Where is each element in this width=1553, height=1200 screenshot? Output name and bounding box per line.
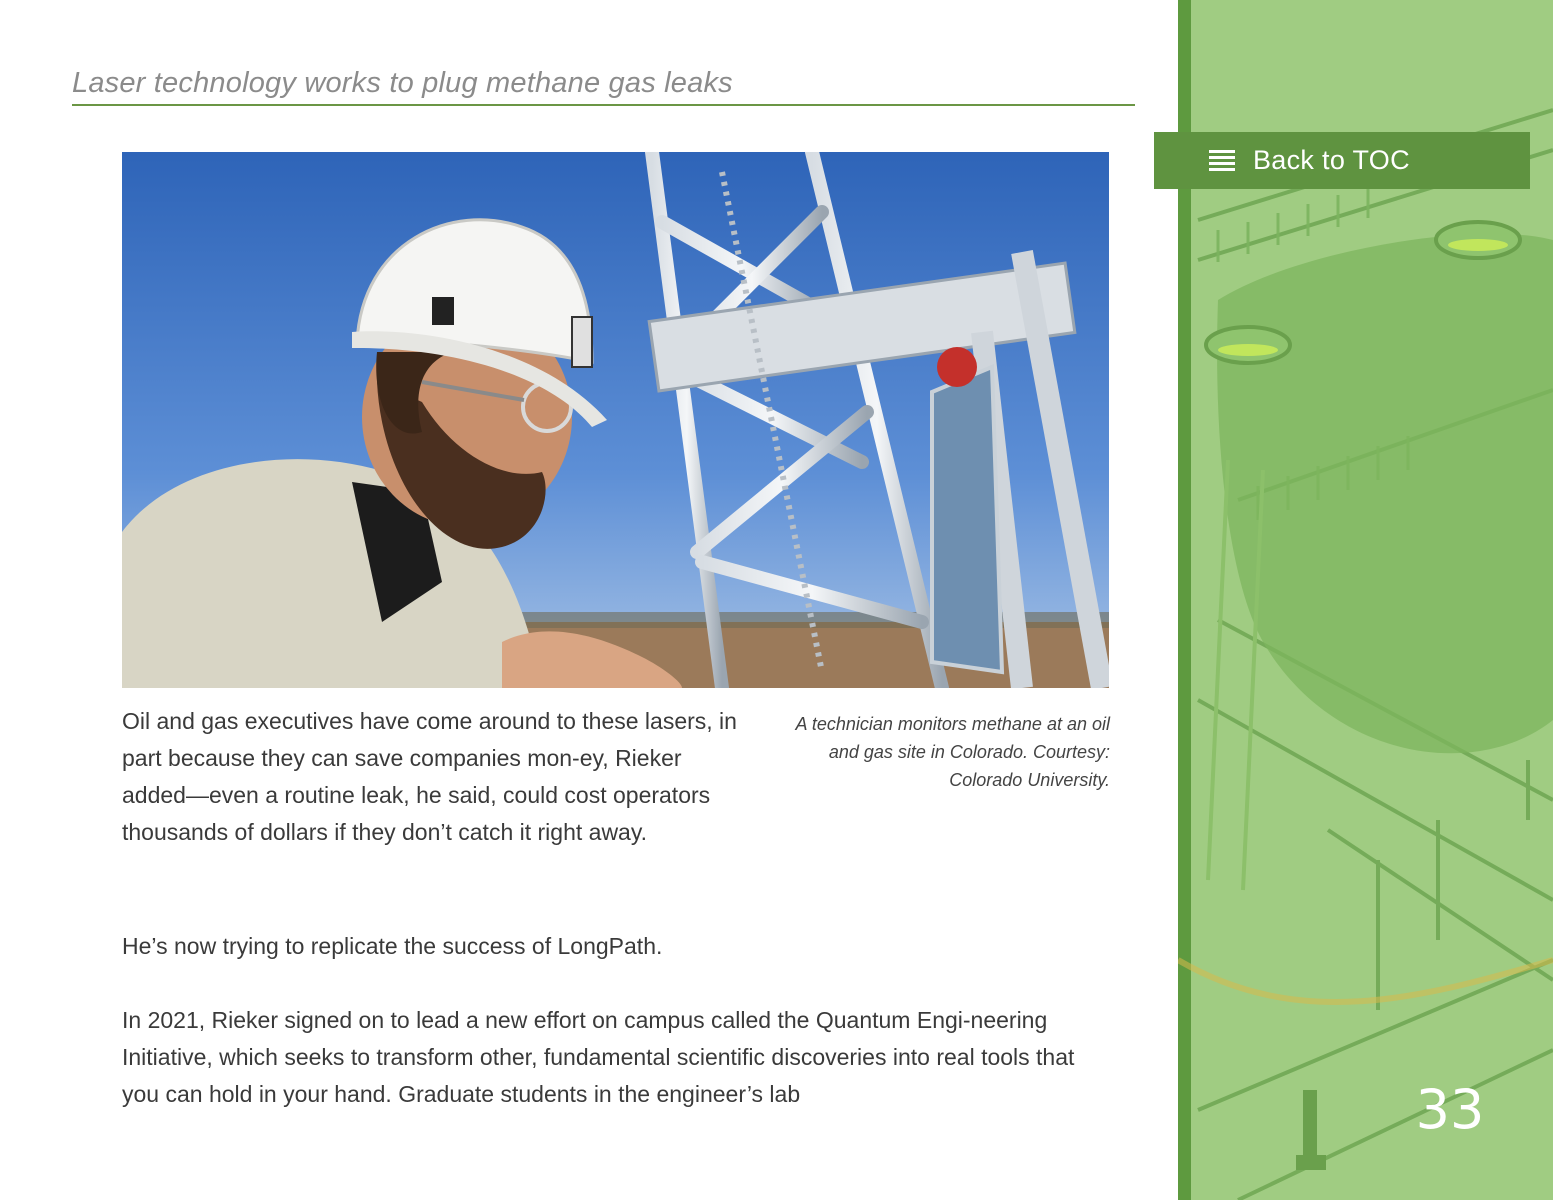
back-to-toc-button[interactable]: [1154, 132, 1530, 189]
list-icon: [1209, 150, 1235, 172]
back-to-toc-label: Back to TOC: [1253, 145, 1410, 175]
body-paragraph-2: He’s now trying to replicate the success of LongPath.: [122, 933, 663, 959]
body-paragraph-1: Oil and gas executives have come around to these lasers, in part because they can save companies mon-ey, Rieker added—even a routine leak, he said, could cost operators thousands of dollars if they don’t catch it right away.: [122, 708, 737, 845]
page-number: 33: [1415, 1078, 1485, 1141]
page-header: [72, 62, 1135, 106]
photo-illustration: [122, 152, 1109, 688]
body-paragraph-3: In 2021, Rieker signed on to lead a new effort on campus called the Quantum Engi-neering Initiative, which seeks to transform other, fundamental scientific discoveries into real tools that you can hold in your hand. Graduate students in the engineer’s lab: [122, 1007, 1075, 1107]
technician-photo: [122, 152, 1109, 688]
page-title: Laser technology works to plug methane gas leaks: [72, 67, 733, 99]
photo-caption: A technician monitors methane at an oil and gas site in Colorado. Courtesy: Colorado University.: [795, 714, 1110, 790]
